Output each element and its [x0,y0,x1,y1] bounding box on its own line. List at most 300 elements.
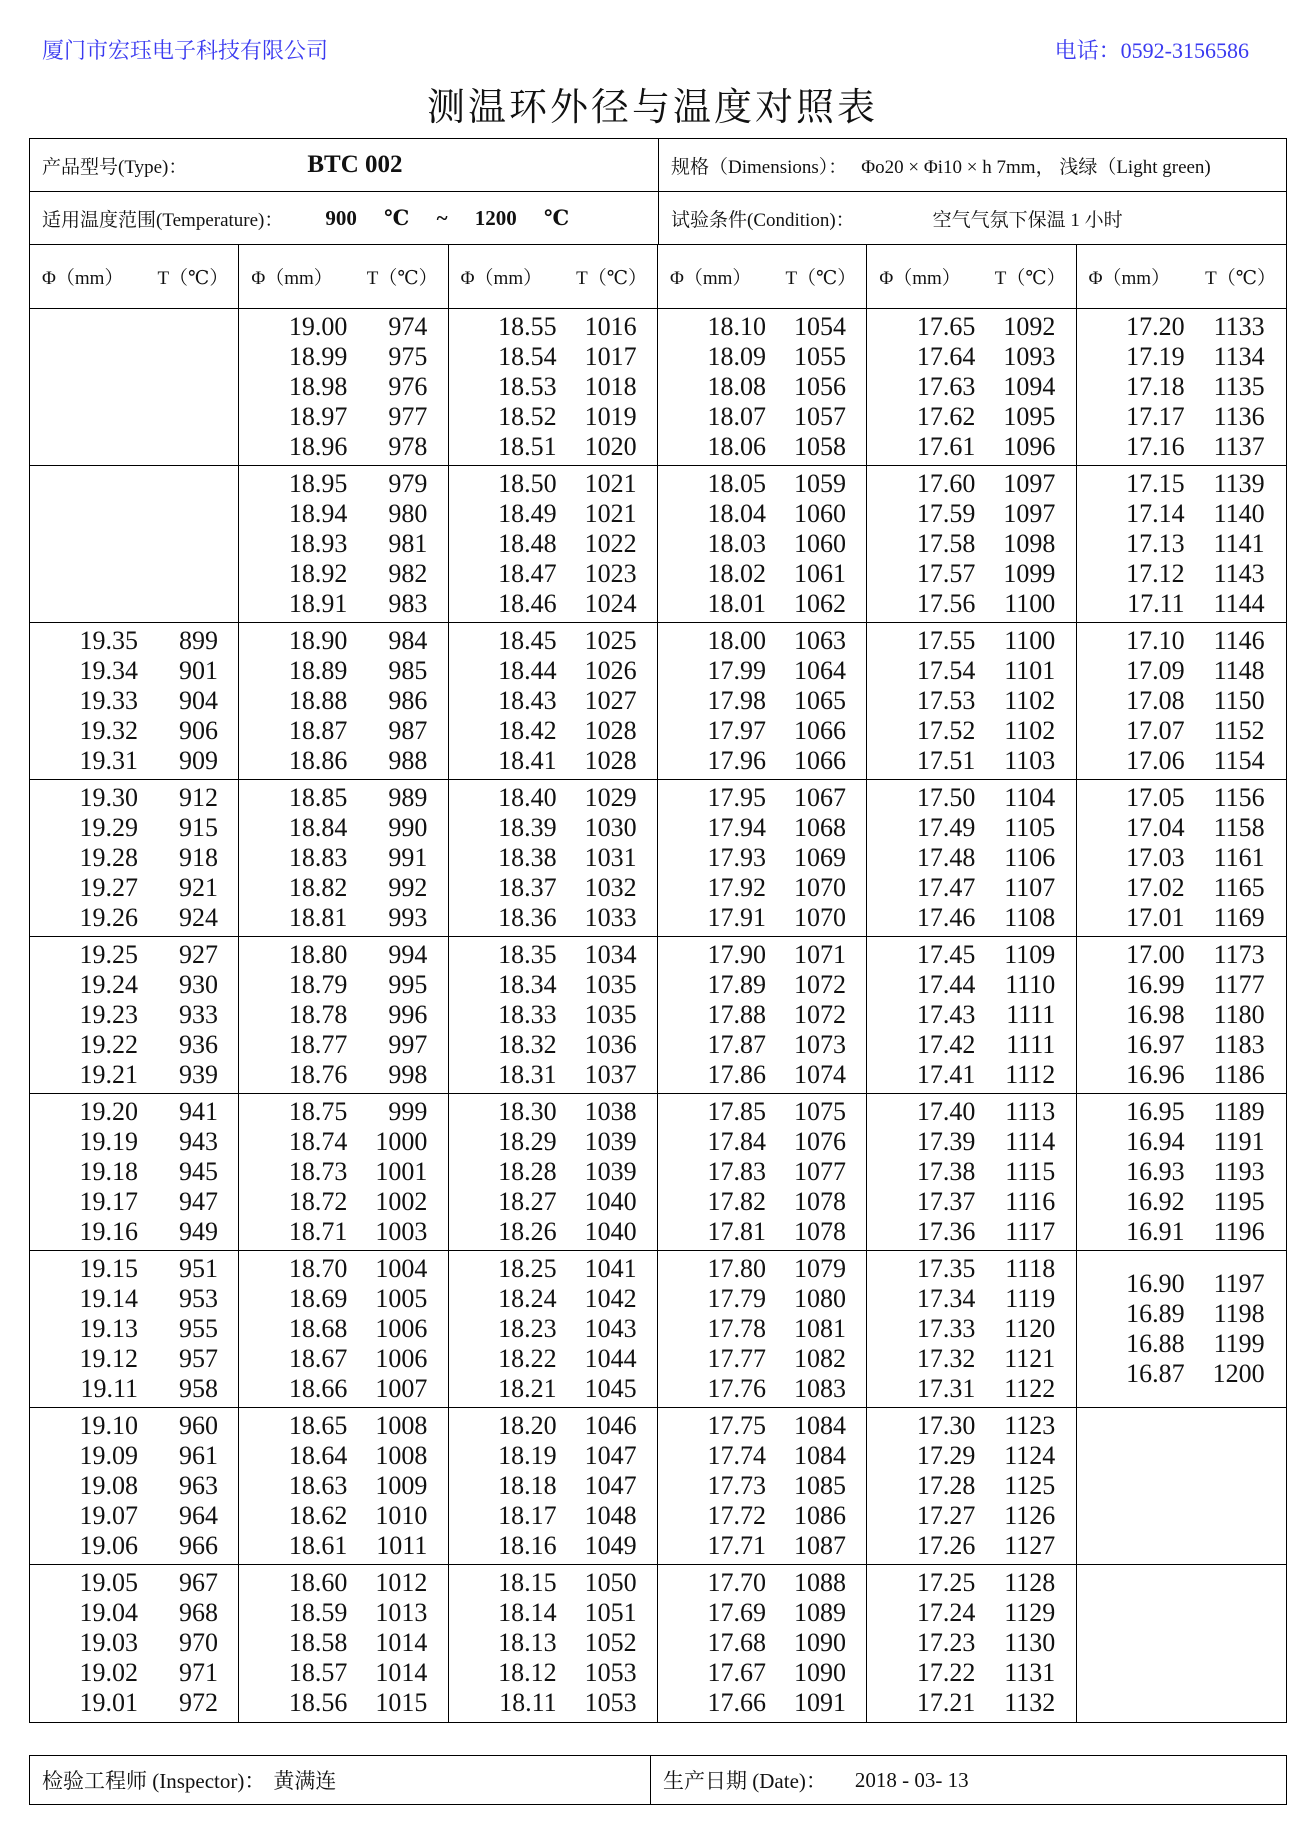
diameter-value: 17.70 [707,1568,766,1597]
diameter-value: 17.98 [707,686,766,715]
table-row [239,1254,447,1284]
table-row [449,1254,657,1284]
table-row [449,559,657,589]
diameter-value: 18.22 [498,1344,557,1373]
temperature-value: 1090 [793,1658,846,1687]
temperature-value: 1116 [1005,1187,1056,1216]
diameter-value: 18.84 [288,813,348,842]
temperature-value: 1048 [584,1501,637,1530]
diameter-value: 18.76 [288,1060,348,1089]
temperature-value: 1014 [375,1658,428,1687]
info-row-temperature [30,192,1286,245]
diameter-value: 17.90 [707,940,766,969]
diameter-value: 17.36 [916,1217,976,1246]
diameter-value: 18.59 [288,1598,348,1627]
table-row [1077,626,1286,656]
column-header [867,245,1075,309]
diameter-value: 17.29 [916,1441,976,1470]
diameter-value: 19.05 [79,1568,138,1597]
row-group [658,1251,866,1408]
table-row [239,626,447,656]
diameter-value: 18.58 [288,1628,348,1657]
diameter-value: 17.23 [916,1628,976,1657]
diameter-value: 17.02 [1126,873,1185,902]
dimensions-cell [659,139,1286,191]
temperature-value: 982 [388,559,428,588]
row-group [1077,1094,1286,1251]
diameter-value: 17.09 [1126,656,1185,685]
temperature-value: 1050 [584,1568,637,1597]
diameter-value: 17.11 [1127,589,1185,618]
table-row [1077,903,1286,933]
table-row [867,1411,1075,1441]
table-row [30,1060,238,1090]
temperature-value: 1146 [1213,626,1265,655]
table-row [1077,716,1286,746]
temperature-value: 1043 [584,1314,637,1343]
temperature-value: 1120 [1004,1314,1056,1343]
diameter-value: 18.32 [498,1030,557,1059]
condition-value: 空气气氛下保温 1 小时 [932,209,1123,231]
table-row [1077,783,1286,813]
diameter-value: 19.06 [79,1531,138,1560]
table-row [30,656,238,686]
temperature-value: 1100 [1004,626,1056,655]
table-row [658,402,866,432]
temperature-value: 994 [388,940,428,969]
diameter-value: 16.97 [1126,1030,1185,1059]
row-group [658,780,866,937]
diameter-value: 18.61 [288,1531,348,1560]
diameter-value: 19.31 [79,746,138,775]
temperature-value: 1040 [584,1187,637,1216]
table-row [30,1314,238,1344]
diameter-value: 17.99 [707,656,766,685]
temperature-value: 1110 [1005,970,1056,999]
diameter-value: 18.71 [288,1217,348,1246]
diameter-value: 18.42 [498,716,557,745]
table-row [867,843,1075,873]
table-row [867,970,1075,1000]
diameter-value: 17.91 [707,903,766,932]
diameter-value: 17.03 [1126,843,1185,872]
temperature-value: 1123 [1004,1411,1056,1440]
table-row [1077,970,1286,1000]
temperature-value: 971 [179,1658,218,1687]
diameter-value: 17.97 [707,716,766,745]
table-column [658,245,867,1722]
diameter-value: 17.33 [916,1314,976,1343]
temperature-value: 992 [388,873,428,902]
table-row [449,1441,657,1471]
temperature-value: 957 [179,1344,218,1373]
row-group [449,1565,657,1722]
table-row [30,746,238,776]
table-row [658,1314,866,1344]
diameter-value: 18.21 [498,1374,557,1403]
diameter-value: 17.57 [916,559,976,588]
diameter-value: 18.39 [498,813,557,842]
temperature-value: 1060 [793,529,846,558]
table-row [449,686,657,716]
diameter-value: 19.10 [79,1411,138,1440]
table-row [867,499,1075,529]
row-group [867,1565,1075,1722]
diameter-value: 18.10 [707,312,766,341]
table-row [867,529,1075,559]
date-label: 生产日期 (Date)： [663,1769,827,1793]
diameter-value: 18.46 [498,589,557,618]
table-row [867,469,1075,499]
diameter-value: 17.13 [1126,529,1185,558]
temperature-value: 1072 [793,970,846,999]
diameter-value: 17.18 [1126,372,1185,401]
temperature-value: 1042 [584,1284,637,1313]
temperature-value: 1169 [1213,903,1265,932]
diameter-value: 17.77 [707,1344,766,1373]
table-row [658,1217,866,1247]
table-row [239,1000,447,1030]
diameter-value: 18.85 [288,783,348,812]
diameter-value: 18.69 [288,1284,348,1313]
diameter-value: 17.53 [916,686,976,715]
table-row [30,1411,238,1441]
table-row [1077,746,1286,776]
diameter-value: 17.88 [707,1000,766,1029]
temperature-value: 1085 [793,1471,846,1500]
diameter-value: 19.01 [79,1688,138,1717]
diameter-value: 17.24 [916,1598,976,1627]
temperature-value: 1122 [1004,1374,1056,1403]
diameter-value: 18.06 [707,432,766,461]
table-row [1077,843,1286,873]
table-column [30,245,239,1722]
temperature-value: 1158 [1213,813,1265,842]
temperature-value: 1084 [793,1441,846,1470]
diameter-value: 17.41 [916,1060,976,1089]
table-row [239,813,447,843]
diameter-value: 18.14 [498,1598,557,1627]
temperature-value: 1089 [793,1598,846,1627]
diameter-value: 18.83 [288,843,348,872]
temperature-value: 918 [179,843,218,872]
diameter-value: 18.97 [288,402,348,431]
table-row [239,1411,447,1441]
diameter-value: 18.89 [288,656,348,685]
temperature-value: 927 [179,940,218,969]
column-header [658,245,866,309]
table-row [449,970,657,1000]
temperature-value: 1128 [1004,1568,1056,1597]
table-row [658,873,866,903]
temperature-value: 1006 [375,1314,428,1343]
temperature-value: 1033 [584,903,637,932]
diameter-header: Φ（mm） [42,268,124,289]
temperature-value: 943 [179,1127,218,1156]
diameter-value: 17.66 [707,1688,766,1717]
table-row [1077,1269,1286,1299]
table-row [449,589,657,619]
row-group [867,623,1075,780]
temp-max: 1200 [474,206,517,230]
table-row [658,1531,866,1561]
diameter-value: 17.83 [707,1157,766,1186]
temperature-value: 924 [179,903,218,932]
table-row [867,1187,1075,1217]
table-row [449,656,657,686]
diameter-value: 18.87 [288,716,348,745]
diameter-value: 18.56 [288,1688,348,1717]
diameter-value: 18.51 [498,432,557,461]
temperature-value: 1118 [1005,1254,1056,1283]
temperature-value: 1040 [584,1217,637,1246]
temperature-value: 1075 [793,1097,846,1126]
row-group [30,623,238,780]
diameter-value: 17.39 [916,1127,976,1156]
diameter-value: 18.82 [288,873,348,902]
temperature-value: 1112 [1005,1060,1056,1089]
diameter-value: 17.15 [1126,469,1185,498]
condition-label: 试验条件(Condition)： [671,209,855,231]
column-header [30,245,238,309]
diameter-value: 18.99 [288,342,348,371]
temperature-value: 1119 [1005,1284,1056,1313]
table-row [867,589,1075,619]
table-row [239,342,447,372]
temperature-value: 1029 [584,783,637,812]
table-row [1077,342,1286,372]
table-row [239,1284,447,1314]
table-row [239,1157,447,1187]
table-row [30,873,238,903]
temperature-value: 1071 [793,940,846,969]
temp-sep: ~ [436,206,448,230]
temperature-value: 1017 [584,342,637,371]
diameter-value: 18.05 [707,469,766,498]
temperature-value: 1094 [1003,372,1056,401]
table-row [239,432,447,462]
temperature-value: 1108 [1004,903,1056,932]
table-row [239,783,447,813]
temperature-value: 1049 [584,1531,637,1560]
diameter-value: 17.55 [916,626,976,655]
column-header [239,245,447,309]
table-row [867,1471,1075,1501]
temp-unit-min: ℃ [384,206,410,230]
table-row [239,1598,447,1628]
row-group [867,780,1075,937]
row-group [239,1408,447,1565]
diameter-value: 19.14 [79,1284,138,1313]
temperature-value: 1032 [584,873,637,902]
temperature-value: 1082 [793,1344,846,1373]
temperature-value: 1036 [584,1030,637,1059]
table-row [449,1688,657,1718]
diameter-value: 19.34 [79,656,138,685]
temperature-value: 1154 [1213,746,1265,775]
diameter-value: 18.73 [288,1157,348,1186]
temperature-value: 1021 [584,469,637,498]
temperature-value: 1064 [793,656,846,685]
row-group [1077,623,1286,780]
diameter-value: 17.16 [1126,432,1185,461]
table-row [1077,1359,1286,1389]
temperature-value: 1015 [375,1688,428,1717]
page-title: 测温环外径与温度对照表 [426,87,878,129]
table-row [1077,1127,1286,1157]
temperature-value: 1093 [1003,342,1056,371]
diameter-value: 18.74 [288,1127,348,1156]
diameter-value: 17.19 [1126,342,1185,371]
temperature-value: 1031 [584,843,637,872]
table-row [449,342,657,372]
temperature-cell [30,192,659,244]
temperature-value: 1077 [793,1157,846,1186]
table-row [658,589,866,619]
table-row [867,873,1075,903]
temperature-value: 1083 [793,1374,846,1403]
diameter-value: 17.92 [707,873,766,902]
table-row [239,1628,447,1658]
table-row [867,1060,1075,1090]
table-row [449,1060,657,1090]
diameter-value: 18.49 [498,499,557,528]
temperature-value: 1102 [1004,686,1056,715]
condition-cell [659,192,1286,244]
temperature-value: 1021 [584,499,637,528]
temperature-value: 901 [179,656,218,685]
table-row [449,312,657,342]
temperature-value: 1117 [1005,1217,1056,1246]
type-label: 产品型号(Type)： [42,156,188,178]
temperature-value: 1125 [1004,1471,1056,1500]
temperature-value: 1137 [1213,432,1265,461]
row-group [1077,466,1286,623]
temperature-value: 1034 [584,940,637,969]
temperature-value: 1004 [375,1254,428,1283]
row-group [867,466,1075,623]
table-row [30,1127,238,1157]
temperature-value: 1008 [375,1411,428,1440]
temperature-value: 1084 [793,1411,846,1440]
diameter-value: 17.81 [707,1217,766,1246]
temperature-value: 1115 [1005,1157,1056,1186]
temperature-value: 989 [388,783,428,812]
table-row [449,1628,657,1658]
diameter-value: 19.02 [79,1658,138,1687]
diameter-value: 18.96 [288,432,348,461]
temperature-value: 1086 [793,1501,846,1530]
table-row [1077,1060,1286,1090]
table-row [658,432,866,462]
table-row [239,1060,447,1090]
temperature-value: 1143 [1213,559,1265,588]
diameter-value: 18.25 [498,1254,557,1283]
diameter-value: 18.80 [288,940,348,969]
table-row [30,1344,238,1374]
diameter-value: 18.68 [288,1314,348,1343]
temperature-header: T（℃） [576,268,647,289]
diameter-value: 17.79 [707,1284,766,1313]
temperature-value: 1037 [584,1060,637,1089]
diameter-value: 17.82 [707,1187,766,1216]
diameter-value: 18.93 [288,529,348,558]
temperature-value: 1127 [1004,1531,1056,1560]
table-row [30,1284,238,1314]
table-row [658,1254,866,1284]
diameter-value: 18.45 [498,626,557,655]
table-row [867,1217,1075,1247]
table-row [30,1157,238,1187]
diameter-value: 19.35 [79,626,138,655]
temperature-value: 1130 [1004,1628,1056,1657]
diameter-value: 18.15 [498,1568,557,1597]
table-row [867,1374,1075,1404]
table-row [449,1000,657,1030]
inspector-label: 检验工程师 (Inspector)： [42,1769,266,1793]
table-row [449,529,657,559]
row-group [658,937,866,1094]
diameter-value: 17.80 [707,1254,766,1283]
temperature-value: 1097 [1003,469,1056,498]
diameter-value: 16.91 [1126,1217,1185,1246]
temperature-value: 1106 [1004,843,1056,872]
table-row [239,1097,447,1127]
table-row [1077,1000,1286,1030]
diameter-value: 17.05 [1126,783,1185,812]
row-group [449,780,657,937]
row-group [867,1408,1075,1565]
temperature-value: 1068 [793,813,846,842]
table-row [658,813,866,843]
diameter-value: 18.78 [288,1000,348,1029]
table-row [449,873,657,903]
temperature-value: 1072 [793,1000,846,1029]
diameter-value: 17.43 [916,1000,976,1029]
table-row [239,469,447,499]
temperature-value: 1053 [584,1658,637,1687]
temperature-value: 1052 [584,1628,637,1657]
temperature-header: T（℃） [1205,268,1276,289]
temperature-value: 1051 [584,1598,637,1627]
diameter-value: 17.64 [916,342,976,371]
table-row [449,716,657,746]
table-row [30,1000,238,1030]
diameter-value: 18.55 [498,312,557,341]
diameter-value: 19.29 [79,813,138,842]
table-row [1077,1030,1286,1060]
table-row [867,1284,1075,1314]
date-value: 2018 - 03- 13 [854,1767,969,1792]
diameter-value: 19.20 [79,1097,138,1126]
diameter-value: 17.31 [916,1374,976,1403]
dimensions-label: 规格（Dimensions）： [671,156,848,178]
row-group [30,1565,238,1722]
diameter-value: 17.17 [1126,402,1185,431]
diameter-value: 17.00 [1126,940,1185,969]
temperature-value: 1060 [793,499,846,528]
table-row [658,1097,866,1127]
table-row [658,940,866,970]
temperature-value: 1141 [1213,529,1265,558]
temperature-value: 1069 [793,843,846,872]
temperature-value: 977 [388,402,428,431]
diameter-value: 18.63 [288,1471,348,1500]
table-row [658,843,866,873]
diameter-value: 17.56 [916,589,976,618]
table-row [239,402,447,432]
temperature-header: T（℃） [785,268,857,289]
